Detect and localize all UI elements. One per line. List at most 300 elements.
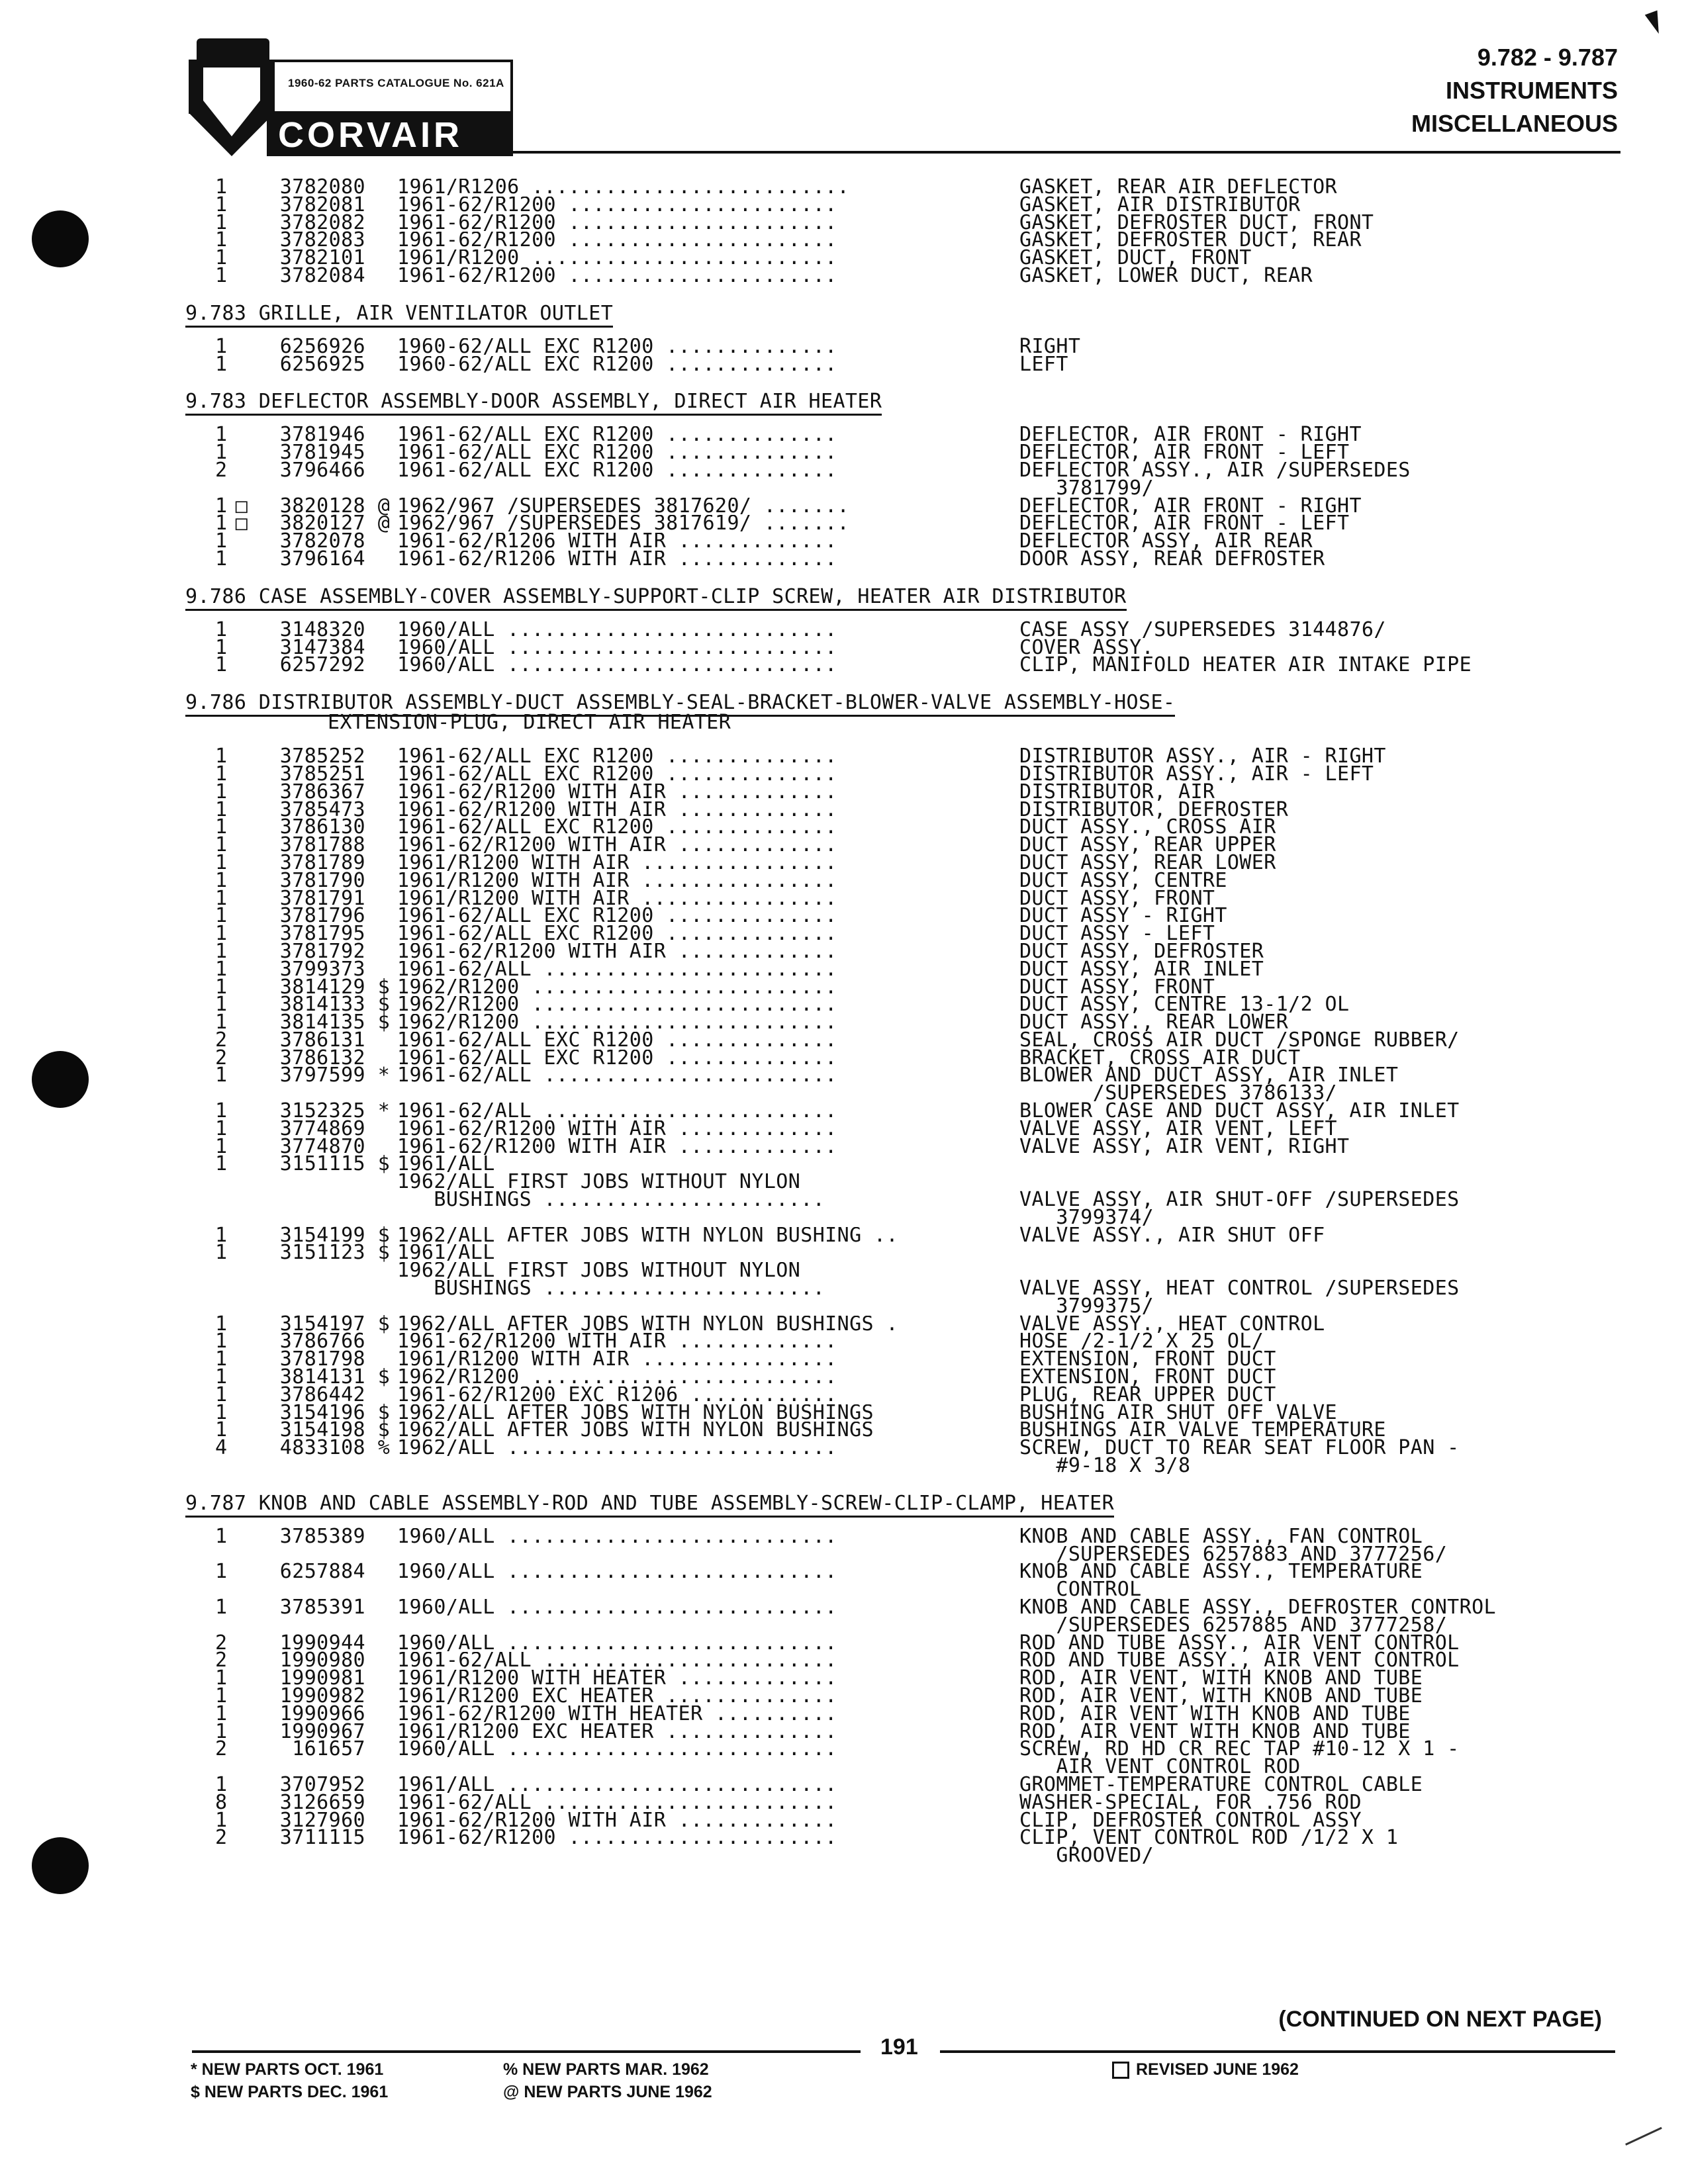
new-flag	[371, 748, 397, 766]
part-number: 3782084	[279, 263, 365, 287]
part-name: DEFLECTOR, AIR FRONT - RIGHT	[1019, 494, 1362, 518]
part-row	[185, 975, 1628, 999]
section-title: 9.786 CASE ASSEMBLY-COVER ASSEMBLY-SUPPORT-CLIP SCREW, HEATER AIR DISTRIBUTOR	[185, 585, 1127, 611]
part-number: 3126659	[279, 1790, 365, 1814]
part-row	[185, 1790, 1628, 1814]
brand-name: CORVAIR	[278, 115, 463, 155]
part-name: /SUPERSEDES 6257885 AND 3777258/	[1019, 1613, 1448, 1637]
qty: 1	[215, 263, 228, 287]
revision-mark	[232, 533, 252, 551]
part-name: SCREW, RD HD CR REC TAP #10-12 X 1 -	[1019, 1737, 1460, 1761]
part-row	[185, 1702, 1628, 1725]
part-row	[185, 1188, 1628, 1212]
part-row	[185, 494, 1628, 518]
part-name: BLOWER AND DUCT ASSY, AIR INLET	[1019, 1064, 1399, 1087]
qty	[185, 1173, 232, 1191]
qty: 1	[215, 352, 228, 376]
revision-mark	[232, 766, 252, 784]
qty: 1	[215, 210, 228, 234]
part-row	[185, 745, 1628, 768]
part-row	[185, 441, 1628, 465]
revision-mark	[232, 1298, 252, 1316]
application: 1962/ALL AFTER JOBS WITH NYLON BUSHINGS	[397, 1422, 874, 1440]
application: 1961-62/ALL EXC R1200 ..............	[397, 1049, 837, 1068]
new-flag	[371, 338, 397, 356]
qty: 1	[215, 494, 228, 518]
part-name: BUSHING AIR SHUT OFF VALVE	[1019, 1400, 1337, 1424]
parts-listing	[185, 175, 1628, 1868]
application	[397, 1298, 1019, 1316]
application: 1960-62/ALL EXC R1200 ..............	[397, 355, 837, 374]
part-name: DUCT ASSY, REAR UPPER	[1019, 833, 1276, 857]
new-flag	[371, 621, 397, 639]
new-flag	[371, 1457, 397, 1475]
new-flag: *	[377, 1064, 391, 1087]
application: 1961-62/R1200 WITH AIR .............	[397, 1138, 837, 1156]
new-flag	[371, 267, 397, 285]
new-flag	[371, 1546, 397, 1564]
application: BUSHINGS .......................	[397, 1280, 825, 1298]
part-row	[185, 1347, 1628, 1371]
qty: 2	[215, 1028, 228, 1052]
legend-new-dec: $ NEW PARTS DEC. 1961	[191, 2083, 389, 2101]
part-row	[185, 1365, 1628, 1389]
qty: 1	[215, 1152, 228, 1176]
part-row	[185, 653, 1628, 677]
part-number: 3781791	[279, 886, 365, 910]
part-number: 3781792	[279, 939, 365, 963]
part-number: 3782101	[279, 246, 365, 270]
revision-mark	[232, 1741, 252, 1758]
part-row	[185, 228, 1628, 252]
group-name-1: INSTRUMENTS	[1446, 77, 1618, 104]
qty	[185, 1262, 232, 1280]
application: 1961/R1200 WITH AIR ................	[397, 872, 837, 890]
crest-icon	[197, 38, 269, 61]
part-row	[185, 1152, 1628, 1176]
part-name: WASHER-SPECIAL, FOR .756 ROD	[1019, 1790, 1362, 1814]
application	[397, 1847, 1019, 1865]
application	[397, 1457, 1019, 1475]
revision-mark	[232, 1457, 252, 1475]
part-row	[185, 993, 1628, 1017]
qty: 1	[215, 1808, 228, 1832]
part-name: DOOR ASSY, REAR DEFROSTER	[1019, 547, 1325, 570]
revision-mark	[232, 925, 252, 943]
part-row	[185, 1400, 1628, 1424]
application: 1961-62/R1200 ......................	[397, 196, 837, 214]
group-range: 9.782 - 9.787	[1477, 44, 1618, 71]
revision-mark	[232, 1156, 252, 1173]
new-flag	[371, 214, 397, 232]
part-number: 3782081	[279, 193, 365, 216]
part-name: DUCT ASSY, CENTRE	[1019, 868, 1227, 892]
section-title: 9.786 DISTRIBUTOR ASSEMBLY-DUCT ASSEMBLY-SEAL-BRACKET-BLOWER-VALVE ASSEMBLY-HOSE-	[185, 691, 1175, 717]
part-row	[185, 1277, 1628, 1300]
qty: 1	[215, 1330, 228, 1353]
application: 1961-62/R1200 WITH AIR .............	[397, 942, 837, 961]
new-flag	[371, 179, 397, 197]
part-name: LEFT	[1019, 352, 1068, 376]
new-flag: $	[377, 1365, 391, 1389]
qty: 1	[215, 815, 228, 839]
section-heading	[185, 584, 1628, 608]
part-number: 3786131	[279, 1028, 365, 1052]
revision-mark	[232, 748, 252, 766]
part-name: DUCT ASSY, FRONT	[1019, 975, 1215, 999]
application: 1961/R1200 EXC HEATER ..............	[397, 1687, 837, 1706]
application: 1961/R1200 WITH AIR ................	[397, 854, 837, 872]
part-name: DISTRIBUTOR, DEFROSTER	[1019, 797, 1289, 821]
section-title-continued: EXTENSION-PLUG, DIRECT AIR HEATER	[328, 711, 731, 735]
part-name: DEFLECTOR, AIR FRONT - LEFT	[1019, 512, 1350, 535]
application: 1961-62/ALL EXC R1200 ..............	[397, 426, 837, 445]
part-number: 3785251	[279, 762, 365, 786]
application: 1960/ALL ...........................	[397, 657, 837, 675]
new-flag: $	[377, 1152, 391, 1176]
part-row	[185, 1028, 1628, 1052]
part-row	[185, 1737, 1628, 1761]
part-name: DEFLECTOR ASSY, AIR REAR	[1019, 529, 1313, 553]
part-name: BRACKET, CROSS AIR DUCT	[1019, 1046, 1301, 1069]
legend-new-oct: * NEW PARTS OCT. 1961	[191, 2060, 384, 2079]
revision-mark	[232, 996, 252, 1014]
revision-mark	[232, 1191, 252, 1209]
part-number: 3786367	[279, 780, 365, 803]
new-flag	[371, 639, 397, 657]
legend-revised: REVISED JUNE 1962	[1136, 2060, 1299, 2079]
new-flag	[371, 197, 397, 214]
revised-square-icon	[1112, 2062, 1129, 2079]
qty	[185, 1847, 232, 1865]
revision-mark	[232, 1120, 252, 1138]
qty: 8	[215, 1790, 228, 1814]
part-name: 3799375/	[1019, 1294, 1154, 1318]
part-name: GROMMET-TEMPERATURE CONTROL CABLE	[1019, 1772, 1423, 1796]
new-flag	[371, 872, 397, 890]
part-name: KNOB AND CABLE ASSY., DEFROSTER CONTROL	[1019, 1596, 1496, 1619]
part-name: DUCT ASSY, AIR INLET	[1019, 957, 1264, 981]
section-title: 9.783 DEFLECTOR ASSEMBLY-DOOR ASSEMBLY, DIRECT AIR HEATER	[185, 390, 882, 416]
revision-mark	[232, 801, 252, 819]
part-number: 3786130	[279, 815, 365, 839]
part-name: BUSHINGS AIR VALVE TEMPERATURE	[1019, 1418, 1386, 1442]
part-number: 3797599	[279, 1064, 365, 1087]
qty: 1	[215, 886, 228, 910]
revision-mark	[232, 1528, 252, 1546]
part-name: GASKET, LOWER DUCT, REAR	[1019, 263, 1313, 287]
part-row	[185, 1064, 1628, 1087]
application: 1962/967 /SUPERSEDES 3817619/ .......	[397, 515, 850, 533]
new-flag	[371, 551, 397, 569]
revision-mark	[232, 214, 252, 232]
part-number: 3785389	[279, 1524, 365, 1548]
part-name: GASKET, DUCT, FRONT	[1019, 246, 1252, 270]
application	[397, 480, 1019, 498]
part-row	[185, 175, 1628, 199]
revision-mark	[232, 551, 252, 569]
new-flag: @	[377, 512, 391, 535]
part-number: 3781945	[279, 441, 365, 465]
qty: 1	[215, 441, 228, 465]
continued-note: (CONTINUED ON NEXT PAGE)	[1278, 2007, 1602, 2032]
application: 1961-62/R1200 WITH HEATER ..........	[397, 1705, 837, 1723]
part-number: 3148320	[279, 617, 365, 641]
corvair-logo	[189, 38, 513, 156]
revision-mark	[232, 179, 252, 197]
revision-mark	[232, 943, 252, 961]
revision-mark	[232, 1581, 252, 1599]
qty: 1	[215, 529, 228, 553]
part-number: 3774869	[279, 1116, 365, 1140]
part-name: /SUPERSEDES 3786133/	[1019, 1081, 1337, 1105]
qty: 1	[215, 175, 228, 199]
qty: 1	[215, 1702, 228, 1725]
part-name: ROD, AIR VENT WITH KNOB AND TUBE	[1019, 1719, 1411, 1743]
part-number: 3796466	[279, 458, 365, 482]
part-number	[252, 1173, 371, 1191]
part-name: DEFLECTOR, AIR FRONT - RIGHT	[1019, 423, 1362, 447]
new-flag: @	[377, 494, 391, 518]
new-flag	[371, 1723, 397, 1741]
new-flag	[371, 1262, 397, 1280]
application: 1961/R1200 .........................	[397, 250, 837, 267]
part-number	[252, 1280, 371, 1298]
application: 1961/ALL ...........................	[397, 1776, 837, 1794]
revision-mark	[232, 250, 252, 267]
application: 1961-62/R1200 WITH AIR .............	[397, 1120, 837, 1138]
part-row	[185, 476, 1628, 500]
application: 1961-62/R1200 WITH AIR .............	[397, 837, 837, 854]
application: BUSHINGS .......................	[397, 1191, 825, 1209]
part-name: DUCT ASSY, REAR LOWER	[1019, 850, 1276, 874]
application	[397, 1617, 1019, 1635]
application: 1961/R1200 WITH AIR ................	[397, 1351, 837, 1369]
new-flag	[371, 1829, 397, 1847]
application: 1960/ALL ...........................	[397, 1563, 837, 1582]
new-flag	[371, 925, 397, 943]
section-heading	[185, 392, 1628, 412]
part-name: ROD AND TUBE ASSY., AIR VENT CONTROL	[1019, 1631, 1460, 1655]
application: 1961-62/ALL ........................	[397, 1103, 837, 1120]
revision-mark	[232, 1670, 252, 1688]
qty: 1	[215, 1064, 228, 1087]
application: 1960/ALL ...........................	[397, 1634, 837, 1653]
qty: 1	[215, 547, 228, 570]
qty	[185, 1457, 232, 1475]
revision-mark	[232, 1209, 252, 1227]
part-name: DEFLECTOR, AIR FRONT - LEFT	[1019, 441, 1350, 465]
new-flag	[371, 819, 397, 837]
application: 1962/ALL AFTER JOBS WITH NYLON BUSHINGS .	[397, 1315, 898, 1334]
part-row	[185, 833, 1628, 857]
qty: 1	[215, 939, 228, 963]
part-row	[185, 263, 1628, 287]
part-name: PLUG, REAR UPPER DUCT	[1019, 1383, 1276, 1406]
new-flag	[371, 1120, 397, 1138]
part-number: 3785473	[279, 797, 365, 821]
part-row	[185, 1684, 1628, 1707]
part-number: 3782083	[279, 228, 365, 252]
part-name: KNOB AND CABLE ASSY., TEMPERATURE	[1019, 1560, 1423, 1584]
scan-mark	[1621, 2118, 1662, 2146]
part-name: EXTENSION, FRONT DUCT	[1019, 1347, 1276, 1371]
application: 1962/ALL FIRST JOBS WITHOUT NYLON	[397, 1173, 801, 1192]
part-number: 1990966	[279, 1702, 365, 1725]
part-number: 3786766	[279, 1330, 365, 1353]
new-flag	[371, 1847, 397, 1865]
part-name: VALVE ASSY, AIR VENT, LEFT	[1019, 1116, 1337, 1140]
revision-mark	[232, 1404, 252, 1422]
new-flag	[371, 1706, 397, 1723]
part-name: CASE ASSY /SUPERSEDES 3144876/	[1019, 617, 1386, 641]
part-name: SEAL, CROSS AIR DUCT /SPONGE RUBBER/	[1019, 1028, 1460, 1052]
part-number: 1990980	[279, 1649, 365, 1672]
new-flag: $	[377, 1223, 391, 1247]
application: 1961-62/ALL EXC R1200 ..............	[397, 444, 837, 462]
qty: 1	[215, 780, 228, 803]
qty: 1	[215, 1383, 228, 1406]
qty: 1	[215, 1418, 228, 1442]
application: 1961-62/ALL EXC R1200 ..............	[397, 1031, 837, 1050]
revision-mark	[232, 1227, 252, 1245]
part-number: 4833108	[279, 1436, 365, 1460]
new-flag	[371, 657, 397, 674]
new-flag	[371, 1173, 397, 1191]
part-number: 3707952	[279, 1772, 365, 1796]
application: 1962/ALL AFTER JOBS WITH NYLON BUSHINGS	[397, 1404, 874, 1422]
legend-new-mar: % NEW PARTS MAR. 1962	[503, 2060, 709, 2079]
part-number: 3782082	[279, 210, 365, 234]
revision-mark	[232, 444, 252, 462]
qty	[185, 1280, 232, 1298]
part-number: 3151123	[279, 1241, 365, 1265]
new-flag: $	[377, 1011, 391, 1034]
part-row	[185, 1808, 1628, 1832]
part-number: 3785252	[279, 745, 365, 768]
part-number: 1990967	[279, 1719, 365, 1743]
qty: 1	[215, 1596, 228, 1619]
part-name: 3781799/	[1019, 476, 1154, 500]
part-number: 3781795	[279, 922, 365, 946]
part-row	[185, 1134, 1628, 1158]
part-name: SCREW, DUCT TO REAR SEAT FLOOR PAN -	[1019, 1436, 1460, 1460]
application: 1961-62/R1200 WITH AIR .............	[397, 1811, 837, 1830]
part-row	[185, 1223, 1628, 1247]
application: 1960/ALL ...........................	[397, 621, 837, 639]
new-flag	[371, 426, 397, 444]
revision-mark	[232, 338, 252, 356]
new-flag	[371, 1741, 397, 1758]
part-number: 3147384	[279, 635, 365, 659]
qty: 1	[215, 653, 228, 677]
application: 1961-62/ALL EXC R1200 ..............	[397, 925, 837, 943]
new-flag	[371, 1191, 397, 1209]
new-flag	[371, 250, 397, 267]
application: 1961-62/ALL ........................	[397, 960, 837, 979]
part-row	[185, 780, 1628, 803]
part-number: 3814135	[279, 1011, 365, 1034]
part-number: 3782080	[279, 175, 365, 199]
new-flag	[371, 1581, 397, 1599]
revision-mark	[232, 1387, 252, 1404]
legend-new-june: @ NEW PARTS JUNE 1962	[503, 2083, 712, 2101]
revision-mark	[232, 639, 252, 657]
revision-mark	[232, 462, 252, 480]
new-flag	[371, 1635, 397, 1653]
revision-mark	[232, 1351, 252, 1369]
new-flag	[371, 1333, 397, 1351]
application: 1961-62/R1200 ......................	[397, 267, 837, 285]
new-flag	[371, 1688, 397, 1706]
part-name: ROD, AIR VENT WITH KNOB AND TUBE	[1019, 1702, 1411, 1725]
part-name: DUCT ASSY., CROSS AIR	[1019, 815, 1276, 839]
revision-mark	[232, 1014, 252, 1032]
part-number: 3781790	[279, 868, 365, 892]
part-number	[252, 1457, 371, 1475]
application	[397, 1209, 1019, 1227]
footer-rule-right	[940, 2050, 1615, 2053]
application: 1961/R1200 WITH HEATER .............	[397, 1670, 837, 1688]
qty: 1	[215, 1772, 228, 1796]
qty: 2	[215, 458, 228, 482]
part-number: 1990981	[279, 1666, 365, 1690]
part-row	[185, 1772, 1628, 1796]
new-flag	[371, 1758, 397, 1776]
application: 1961/R1200 EXC HEATER ..............	[397, 1723, 837, 1741]
part-name: DUCT ASSY, FRONT	[1019, 886, 1215, 910]
application: 1962/ALL ...........................	[397, 1439, 837, 1458]
part-name: BLOWER CASE AND DUCT ASSY, AIR INLET	[1019, 1099, 1460, 1123]
revision-mark	[232, 1776, 252, 1794]
part-row	[185, 1046, 1628, 1069]
application: 1962/R1200 .........................	[397, 978, 837, 997]
qty: 2	[215, 1649, 228, 1672]
revision-mark	[232, 1723, 252, 1741]
part-row	[185, 547, 1628, 570]
part-name: DISTRIBUTOR ASSY., AIR - LEFT	[1019, 762, 1374, 786]
qty: 1	[215, 1400, 228, 1424]
binder-hole-top	[32, 210, 89, 267]
application: 1961-62/R1200 ......................	[397, 232, 837, 250]
revision-mark	[232, 1103, 252, 1120]
part-number: 3151115	[279, 1152, 365, 1176]
legend-left	[191, 2058, 388, 2103]
part-row	[185, 1294, 1628, 1318]
legend-right	[1112, 2058, 1299, 2081]
application: 1962/ALL FIRST JOBS WITHOUT NYLON	[397, 1262, 801, 1281]
part-name: VALVE ASSY, HEAT CONTROL /SUPERSEDES	[1019, 1277, 1460, 1300]
part-name: CLIP, MANIFOLD HEATER AIR INTAKE PIPE	[1019, 653, 1472, 677]
revision-mark	[232, 872, 252, 890]
legend-middle	[503, 2058, 712, 2103]
new-flag	[371, 784, 397, 801]
part-row	[185, 1312, 1628, 1336]
part-row	[185, 868, 1628, 892]
new-flag	[371, 943, 397, 961]
application: 1961-62/ALL ........................	[397, 1067, 837, 1085]
part-number: 3154197	[279, 1312, 365, 1336]
part-number: 3154196	[279, 1400, 365, 1424]
part-name: DUCT ASSY - LEFT	[1019, 922, 1215, 946]
revision-mark	[232, 1316, 252, 1334]
section-title: 9.783 GRILLE, AIR VENTILATOR OUTLET	[185, 302, 613, 328]
part-name: GASKET, DEFROSTER DUCT, REAR	[1019, 228, 1362, 252]
part-name: GASKET, DEFROSTER DUCT, FRONT	[1019, 210, 1374, 234]
part-number: 3152325	[279, 1099, 365, 1123]
revision-mark	[232, 657, 252, 674]
new-flag: %	[377, 1436, 391, 1460]
